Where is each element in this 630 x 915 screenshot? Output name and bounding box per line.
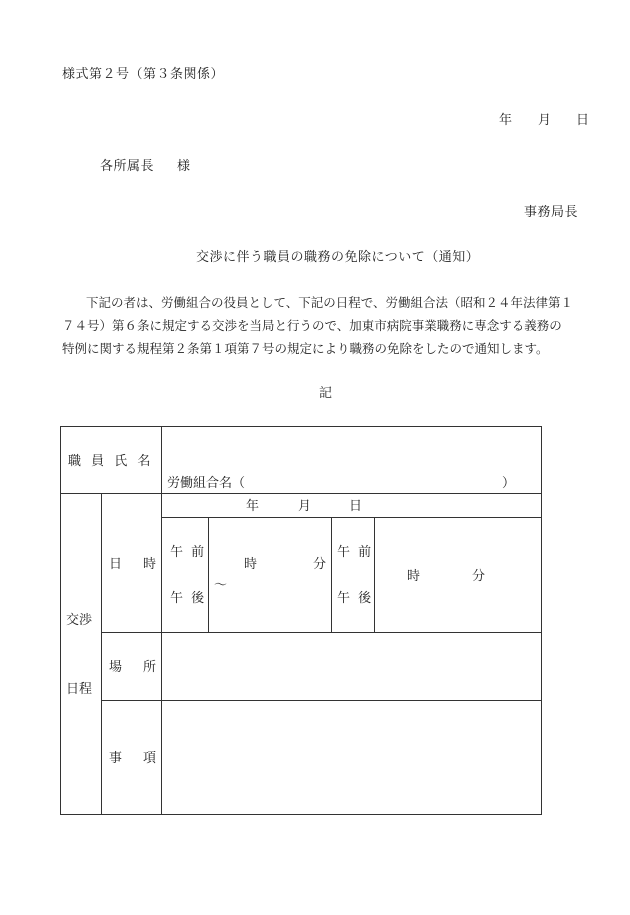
staff-name-label: 職 員 氏 名 [68, 454, 154, 469]
row-divider-date [162, 517, 542, 518]
table-border-top [60, 426, 542, 427]
pm-label-2: 午 後 [337, 591, 374, 606]
minute-label-2: 分 [472, 569, 486, 584]
hour-label-2: 時 [407, 569, 421, 584]
hour-label-1: 時 [244, 557, 258, 572]
negotiation-label-2: 日程 [66, 682, 93, 697]
union-label: 労働組合名（ [167, 476, 246, 491]
union-close: ） [502, 476, 516, 491]
table-border-right [541, 426, 542, 815]
addressee-name: 各所属長 [100, 159, 155, 174]
matter-label: 事 項 [109, 751, 161, 766]
document-title: 交渉に伴う職員の職務の免除について（通知） [196, 250, 480, 265]
date-day: 日 [576, 113, 590, 128]
body-line-2: ７４号）第６条に規定する交渉を当局と行うので、加東市病院事業職務に専念する義務の [62, 318, 562, 333]
col-divider-main [161, 426, 162, 815]
col-divider-am2 [374, 517, 375, 633]
col-divider-time1 [331, 517, 332, 633]
date-year-cell: 年 [246, 499, 260, 514]
col-divider-am1 [208, 517, 209, 633]
table-border-bottom [60, 814, 542, 815]
sender: 事務局長 [524, 205, 579, 220]
date-month-cell: 月 [298, 499, 312, 514]
date-year: 年 [499, 113, 513, 128]
date-day-cell: 日 [349, 499, 363, 514]
form-number: 様式第２号（第３条関係） [62, 67, 225, 82]
ki-label: 記 [319, 386, 333, 401]
negotiation-label-1: 交渉 [66, 613, 93, 628]
row-divider-datetime [101, 632, 542, 633]
place-label: 場 所 [109, 660, 161, 675]
addressee-honorific: 様 [177, 159, 191, 174]
body-line-3: 特例に関する規程第２条第１項第７号の規定により職務の免除をしたので通知します。 [62, 341, 549, 356]
minute-label-1: 分 [313, 557, 327, 572]
am-label-1: 午 前 [170, 545, 207, 560]
datetime-label: 日 時 [109, 557, 161, 572]
date-month: 月 [538, 113, 552, 128]
row-divider-name [60, 493, 542, 494]
row-divider-place [101, 700, 542, 701]
table-border-left [60, 426, 61, 815]
pm-label-1: 午 後 [170, 591, 207, 606]
tilde-separator: ～ [214, 578, 228, 593]
body-line-1: 下記の者は、労働組合の役員として、下記の日程で、労働組合法（昭和２４年法律第１ [86, 295, 574, 310]
col-divider-sub [101, 493, 102, 815]
am-label-2: 午 前 [337, 545, 374, 560]
